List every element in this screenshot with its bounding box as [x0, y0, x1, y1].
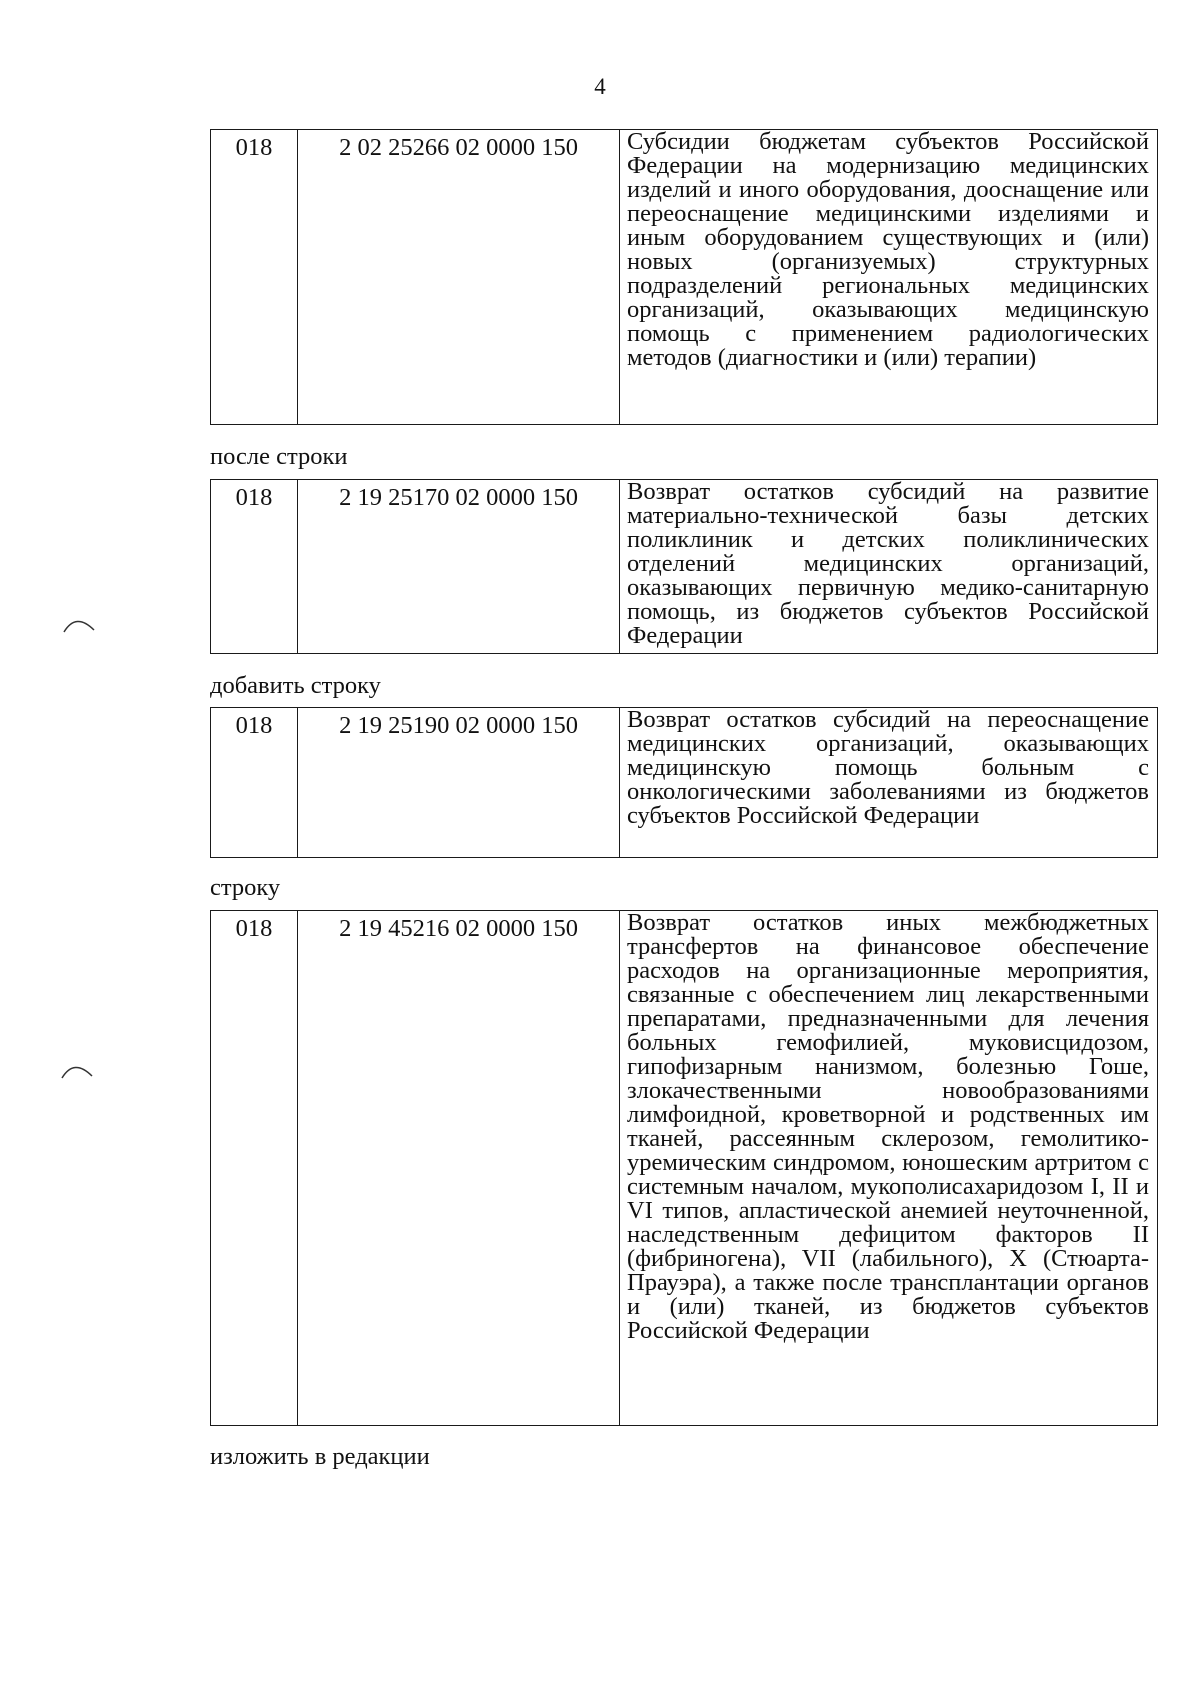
- budget-code-cell: 2 19 25190 02 0000 150: [298, 708, 620, 857]
- instruction-add-row: добавить строку: [210, 672, 381, 699]
- budget-code-cell: 2 19 45216 02 0000 150: [298, 911, 620, 1425]
- page-number: 4: [594, 74, 606, 99]
- code-table-row: [210, 707, 1158, 858]
- instruction-after-row: после строки: [210, 443, 348, 470]
- admin-code-cell: 018: [211, 708, 298, 857]
- hole-punch-mark: [62, 612, 98, 636]
- hole-punch-mark: [60, 1058, 96, 1082]
- code-table-row: [210, 129, 1158, 425]
- instruction-restate: изложить в редакции: [210, 1443, 430, 1470]
- income-name-cell: Возврат остатков иных межбюджетных трансфертов на финансовое обеспечение расходов на организационные мероприятия, связанные с обеспечением лиц лекарственными препаратами, предназначенными для лечения больных гемофилией, муковисцидозом, гипофизарным нанизмом, болезнью Гоше, злокачественными новообразованиями лимфоидной, кроветворной и родственных им тканей, рассеянным склерозом, гемолитико-уремическим синдромом, юношеским артритом с системным началом, мукополисахаридозом I, II и VI типов, апластической анемией неуточненной, наследственным дефицитом факторов II (фибриногена), VII (лабильного), X (Стюарта-Прауэра), а также после трансплантации органов и (или) тканей, из бюджетов субъектов Российской Федерации: [627, 909, 1149, 1344]
- admin-code-cell: 018: [211, 480, 298, 653]
- income-name-cell: Возврат остатков субсидий на переоснащение медицинских организаций, оказывающих медицинскую помощь больным с онкологическими заболеваниями из бюджетов субъектов Российской Федерации: [627, 706, 1149, 829]
- income-name-cell: Возврат остатков субсидий на развитие материально-технической базы детских поликлиник и детских поликлинических отделений медицинских организаций, оказывающих первичную медико-санитарную помощь, из бюджетов субъектов Российской Федерации: [627, 478, 1149, 649]
- budget-code-cell: 2 19 25170 02 0000 150: [298, 480, 620, 653]
- admin-code-cell: 018: [211, 130, 298, 424]
- admin-code-cell: 018: [211, 911, 298, 1425]
- budget-code-cell: 2 02 25266 02 0000 150: [298, 130, 620, 424]
- code-table-row: [210, 479, 1158, 654]
- code-table-row: [210, 910, 1158, 1426]
- instruction-row: строку: [210, 874, 281, 901]
- income-name-cell: Субсидии бюджетам субъектов Российской Федерации на модернизацию медицинских изделий и иного оборудования, дооснащение или переоснащение медицинскими изделиями и иным оборудованием существующих и (или) новых (организуемых) структурных подразделений региональных медицинских организаций, оказывающих медицинскую помощь с применением радиологических методов (диагностики и (или) терапии): [627, 128, 1149, 371]
